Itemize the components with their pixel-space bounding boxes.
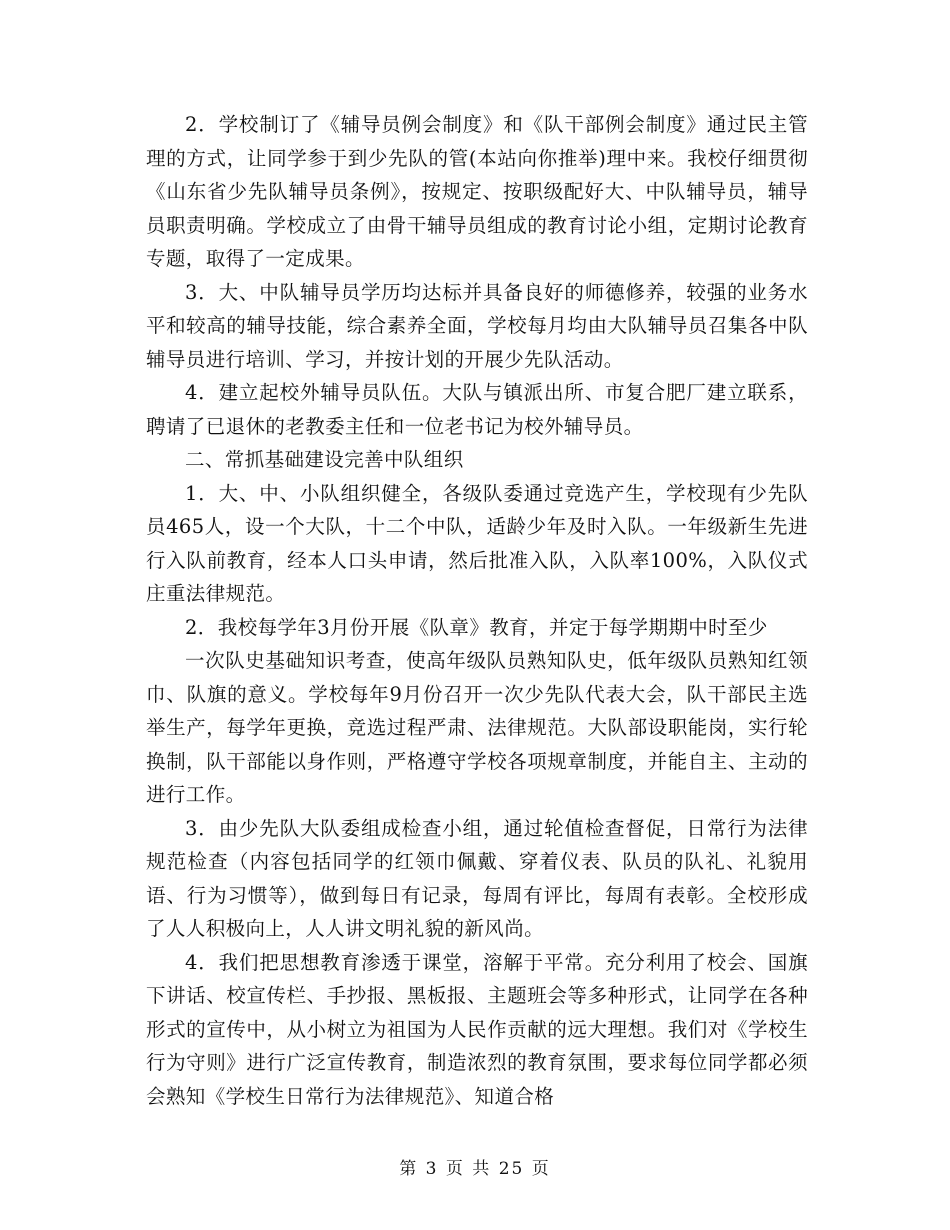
document-body (146, 108, 808, 1113)
paragraph: 一次队史基础知识考查，使高年级队员熟知队史，低年级队员熟知红领巾、队旗的意义。学校每年9月份召开一次少先队代表大会，队干部民主选举生产，每学年更换，竞选过程严肃、法律规范。大队部设职能岗，实行轮换制，队干部能以身作则，严格遵守学校各项规章制度，并能自主、主动的进行工作。 (146, 649, 808, 806)
paragraph: 4．我们把思想教育渗透于课堂，溶解于平常。充分利用了校会、国旗下讲话、校宣传栏、手抄报、黑板报、主题班会等多种形式，让同学在各种形式的宣传中，从小树立为祖国为人民作贡献的远大理想。我们对《学校生行为守则》进行广泛宣传教育，制造浓烈的教育氛围，要求每位同学都必须会熟知《学校生日常行为法律规范》、知道合格 (146, 950, 808, 1108)
section-heading: 二、常抓基础建设完善中队组织 (185, 448, 464, 471)
paragraph: 2．我校每学年3月份开展《队章》教育，并定于每学期期中时至少 (185, 615, 768, 639)
page-number-footer: 第 3 页 共 25 页 (399, 1159, 551, 1179)
paragraph: 4．建立起校外辅导员队伍。大队与镇派出所、市复合肥厂建立联系，聘请了已退休的老教委主任和一位老书记为校外辅导员。 (146, 381, 808, 438)
paragraph: 3．由少先队大队委组成检查小组，通过轮值检查督促，日常行为法律规范检查（内容包括同学的红领巾佩戴、穿着仪表、队员的队礼、礼貌用语、行为习惯等），做到每日有记录，每周有评比，每周有表彰。全校形成了人人积极向上，人人讲文明礼貌的新风尚。 (146, 816, 808, 940)
paragraph: 2．学校制订了《辅导员例会制度》和《队干部例会制度》通过民主管理的方式，让同学参于到少先队的管(本站向你推举)理中来。我校仔细贯彻《山东省少先队辅导员条例》，按规定、按职级配好大、中队辅导员，辅导员职责明确。学校成立了由骨干辅导员组成的教育讨论小组，定期讨论教育专题，取得了一定成果。 (146, 113, 808, 270)
paragraph: 1．大、中、小队组织健全，各级队委通过竞选产生，学校现有少先队员465人，设一个大队，十二个中队，适龄少年及时入队。一年级新生先进行入队前教育，经本人口头申请，然后批准入队，入队率100%，入队仪式庄重法律规范。 (146, 481, 808, 605)
paragraph: 3．大、中队辅导员学历均达标并具备良好的师德修养，较强的业务水平和较高的辅导技能，综合素养全面，学校每月均由大队辅导员召集各中队辅导员进行培训、学习，并按计划的开展少先队活动。 (146, 280, 808, 371)
